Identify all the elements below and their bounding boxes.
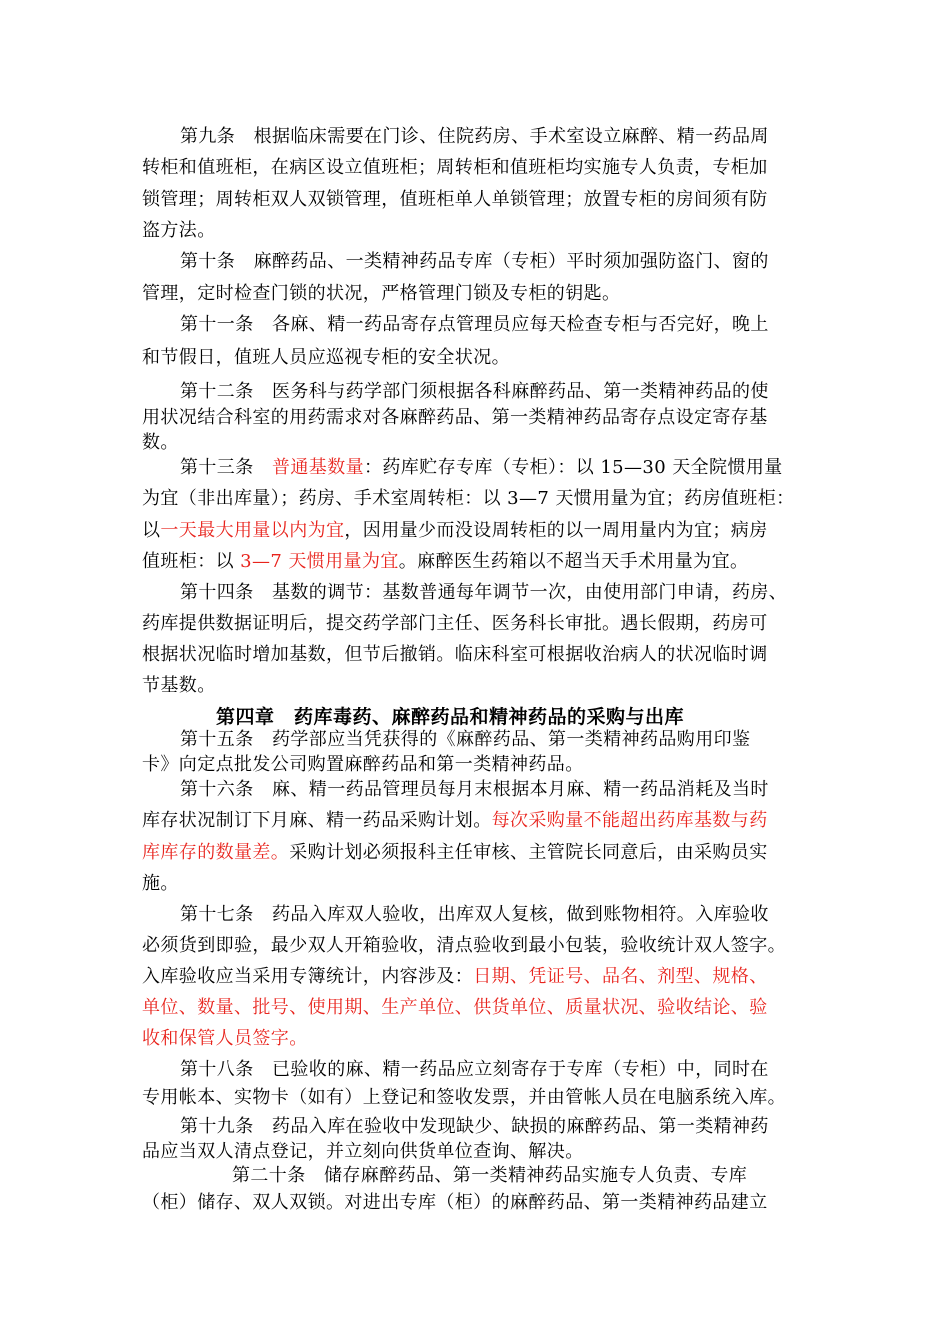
article-9-line-2: 转柜和值班柜，在病区设立值班柜；周转柜和值班柜均实施专人负责，专柜加 — [142, 157, 768, 178]
article-13-line-2: 为宜（非出库量）；药房、手术室周转柜：以 3—7 天惯用量为宜；药房值班柜： — [142, 488, 795, 509]
article-17-line-3-start: 入库验收应当采用专簿统计，内容涉及： — [142, 966, 474, 987]
article-17-line-3 — [142, 964, 768, 990]
article-18-line-2: 专用帐本、实物卡（如有）上登记和签收发票，并由管帐人员在电脑系统入库。 — [142, 1087, 786, 1108]
article-16-line-3-rest: 采购计划必须报科主任审核、主管院长同意后，由采购员实 — [289, 842, 768, 863]
article-16-line-2-start: 库存状况制订下月麻、精一药品采购计划。 — [142, 810, 492, 831]
article-13-line-3-rest: ，因用量少而没设周转柜的以一周用量内为宜；病房 — [344, 520, 768, 541]
highlight-purchase-limit: 每次采购量不能超出药库基数与药 — [491, 810, 768, 831]
article-15-line-1: 第十五条 药学部应当凭获得的《麻醉药品、第一类精神药品购用印鉴 — [180, 729, 751, 750]
article-16-line-2 — [142, 808, 768, 834]
highlight-purchase-limit-cont: 库库存的数量差。 — [142, 842, 290, 863]
chapter-4-heading: 第四章 药库毒药、麻醉药品和精神药品的采购与出库 — [216, 706, 685, 728]
highlight-max-daily-usage: 一天最大用量以内为宜 — [160, 520, 345, 541]
article-13-line-1 — [180, 455, 783, 481]
article-13-line-4-start: 值班柜：以 — [142, 551, 241, 572]
article-13-prefix: 第十三条 — [180, 457, 272, 478]
highlight-record-fields: 日期、凭证号、品名、剂型、规格、 — [473, 966, 768, 987]
article-13-line-3-start: 以 — [142, 520, 161, 541]
article-11-line-1: 第十一条 各麻、精一药品寄存点管理员应每天检查专柜与否完好，晚上 — [180, 314, 769, 335]
article-17-line-1: 第十七条 药品入库双人验收，出库双人复核，做到账物相符。入库验收 — [180, 904, 769, 925]
article-19-line-2: 品应当双人清点登记，并立刻向供货单位查询、解决。 — [142, 1141, 584, 1162]
article-9-line-3: 锁管理；周转柜双人双锁管理，值班柜单人单锁管理；放置专柜的房间须有防 — [142, 189, 768, 210]
article-11-line-2: 和节假日，值班人员应巡视专柜的安全状况。 — [142, 347, 510, 368]
article-14-line-1: 第十四条 基数的调节：基数普通每年调节一次，由使用部门申请，药房、 — [180, 582, 788, 603]
article-12-line-3: 数。 — [142, 432, 179, 453]
highlight-3-7-days: 3—7 天惯用量为宜 — [240, 551, 399, 572]
article-20-line-1: 第二十条 储存麻醉药品、第一类精神药品实施专人负责、专库 — [232, 1165, 748, 1186]
article-14-line-3: 根据状况临时增加基数，但节后撤销。临床科室可根据收治病人的状况临时调 — [142, 644, 768, 665]
article-17-line-2: 必须货到即验，最少双人开箱验收，清点验收到最小包装，验收统计双人签字。 — [142, 935, 786, 956]
article-18-line-1: 第十八条 已验收的麻、精一药品应立刻寄存于专库（专柜）中，同时在 — [180, 1059, 769, 1080]
article-17-line-4: 单位、数量、批号、使用期、生产单位、供货单位、质量状况、验收结论、验 — [142, 997, 768, 1018]
article-12-line-2: 用状况结合科室的用药需求对各麻醉药品、第一类精神药品寄存点设定寄存基 — [142, 407, 768, 428]
article-16-line-4: 施。 — [142, 873, 179, 894]
article-9-line-1: 第九条 根据临床需要在门诊、住院药房、手术室设立麻醉、精一药品周 — [180, 126, 769, 147]
article-17-line-5: 收和保管人员签字。 — [142, 1028, 308, 1049]
article-14-line-2: 药库提供数据证明后，提交药学部门主任、医务科长审批。遇长假期，药房可 — [142, 613, 768, 634]
article-19-line-1: 第十九条 药品入库在验收中发现缺少、缺损的麻醉药品、第一类精神药 — [180, 1116, 769, 1137]
article-13-line-4-rest: 。麻醉医生药箱以不超当天手术用量为宜。 — [398, 551, 749, 572]
article-10-line-2: 管理，定时检查门锁的状况，严格管理门锁及专柜的钥匙。 — [142, 283, 621, 304]
article-16-line-1: 第十六条 麻、精一药品管理员每月末根据本月麻、精一药品消耗及当时 — [180, 779, 769, 800]
article-20-line-2: （柜）储存、双人双锁。对进出专库（柜）的麻醉药品、第一类精神药品建立 — [142, 1192, 768, 1213]
article-14-line-4: 节基数。 — [142, 675, 216, 696]
article-13-line-3 — [142, 518, 768, 544]
article-13-line-4 — [142, 549, 748, 575]
article-13-line-1-rest: ：药库贮存专库（专柜）：以 15—30 天全院惯用量 — [364, 457, 783, 478]
highlight-base-quantity: 普通基数量 — [272, 457, 364, 478]
article-9-line-4: 盗方法。 — [142, 220, 216, 241]
article-15-line-2: 卡》向定点批发公司购置麻醉药品和第一类精神药品。 — [142, 754, 584, 775]
article-12-line-1: 第十二条 医务科与药学部门须根据各科麻醉药品、第一类精神药品的使 — [180, 381, 769, 402]
article-10-line-1: 第十条 麻醉药品、一类精神药品专库（专柜）平时须加强防盗门、窗的 — [180, 251, 769, 272]
article-16-line-3 — [142, 840, 768, 866]
